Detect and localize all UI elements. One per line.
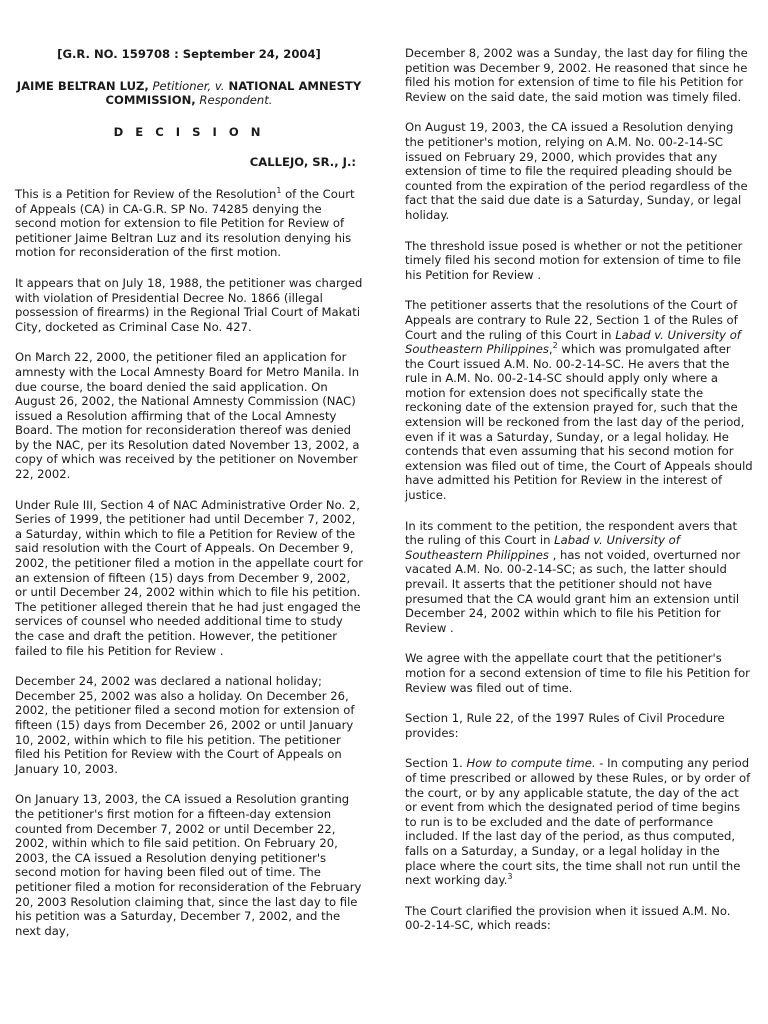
petitioner-name: JAIME BELTRAN LUZ,: [16, 78, 149, 93]
decision-heading: D E C I S I O N: [113, 124, 265, 139]
respondent-role: Respondent.: [195, 93, 273, 108]
paragraph: It appears that on July 18, 1988, the petitioner was charged with violation of Presidential Decree No. 1866 (illegal possession of firearms) in the Regional Trial Court of Makati City, docketed as Criminal Case No. 427.: [15, 275, 363, 334]
paragraph: December 8, 2002 was a Sunday, the last day for filing the petition was December 9, 2002. He reasoned that since he filed his motion for extension of time to file his Petition for Review on the said date, the said motion was timely filed.: [405, 46, 748, 104]
petitioner-role: Petitioner,: [148, 78, 215, 93]
paragraph: We agree with the appellate court that the petitioner's motion for a second extension of time to file his Petition for Review was filed out of time.: [405, 651, 750, 695]
quoted-provision: Section 1. How to compute time. - In computing any period of time prescribed or allowed by these Rules, or by order of the court, or by any applicable statute, the day of the act or event from which the designated period of time begins to run is to be excluded and the date of performance included. If the last day of the period, as thus computed, falls on a Saturday, a Sunday, or a legal holiday in the place where the court sits, the time shall not run until the next working day.$^3$: [405, 756, 751, 888]
paragraph: The Court clarified the provision when it issued A.M. No. 00-2-14-SC, which reads:: [405, 903, 731, 933]
paragraph: In its comment to the petition, the respondent avers that the ruling of this Court in Labad v. University of Southeastern Philippines , has not voided, overturned nor vacated A.M. No. 00-2-14-SC; as such, the latter should prevail. It asserts that the petitioner should not have presumed that the CA would grant him an extension until December 24, 2002 within which to file his Petition for Review .: [405, 518, 741, 635]
paragraph: On January 13, 2003, the CA issued a Resolution granting the petitioner's first motion for a fifteen-day extension counted from December 7, 2002 or until December 22, 2002, within which to file said petition. On February 20, 2003, the CA issued a Resolution denying petitioner's second motion for having been filed out of time. The petitioner filed a motion for reconsideration of the February 20, 2003 Resolution claiming that, since the last day to file his petition was a Saturday, December 7, 2002, and the next day,: [15, 792, 362, 938]
case-citation: Labad v. University of Southeastern Philippines: [405, 327, 741, 357]
respondent-name: NATIONAL AMNESTY COMMISSION,: [105, 78, 362, 108]
paragraph: The petitioner asserts that the resolutions of the Court of Appeals are contrary to Rule 22, Section 1 of the Rules of Court and the ruling of this Court in Labad v. University of Southeastern Philippines,$^2$ which was promulgated after the Court issued A.M. No. 00-2-14-SC. He avers that the rule in A.M. No. 00-2-14-SC should apply only where a motion for extension does not specifically state the reckoning date of the extension prayed for, such that the extension will be reckoned from the last day of the period, even if it was a Saturday, Sunday, or a legal holiday. He contends that even assuming that his second motion for extension was filed out of time, the Court of Appeals should have admitted his Petition for Review in the interest of justice.: [405, 298, 753, 503]
versus: v.: [214, 78, 225, 93]
case-number: [G.R. NO. 159708 : September 24, 2004]: [57, 47, 321, 61]
footnote-ref[interactable]: 2: [552, 341, 558, 351]
paragraph: Section 1, Rule 22, of the 1997 Rules of Civil Procedure provides:: [405, 711, 725, 740]
right-column: [405, 0, 753, 949]
case-parties: [15, 79, 363, 108]
ponente: CALLEJO, SR., J.:: [249, 155, 356, 170]
paragraph: The threshold issue posed is whether or not the petitioner timely filed his second motion for extension of time to file his Petition for Review .: [405, 238, 743, 282]
paragraph: On August 19, 2003, the CA issued a Resolution denying the petitioner's motion, relying on A.M. No. 00-2-14-SC issued on February 29, 2000, which provides that any extension of time to file the required pleading should be counted from the expiration of the period regardless of the fact that the said due date is a Saturday, Sunday, or legal holiday.: [405, 120, 748, 222]
paragraph: Under Rule III, Section 4 of NAC Administrative Order No. 2, Series of 1999, the petitioner had until December 7, 2002, a Saturday, within which to file a Petition for Review of the said resolution with the Court of Appeals. On December 9, 2002, the petitioner filed a motion in the appellate court for an extension of fifteen (15) days from December 9, 2002, or until December 24, 2002 within which to file his petition. The petitioner alleged therein that he had just engaged the services of counsel who needed additional time to study the case and draft the petition. However, the petitioner failed to file his Petition for Review .: [15, 497, 363, 658]
footnote-ref[interactable]: 3: [507, 872, 513, 882]
paragraph: On March 22, 2000, the petitioner filed an application for amnesty with the Local Amnesty Board for Metro Manila. In due course, the board denied the said application. On August 26, 2002, the National Amnesty Commission (NAC) issued a Resolution affirming that of the Local Amnesty Board. The motion for reconsideration thereof was denied by the NAC, per its Resolution dated November 13, 2002, a copy of which was received by the petitioner on November 22, 2002.: [15, 350, 360, 482]
provision-title: How to compute time.: [466, 756, 596, 771]
paragraph: This is a Petition for Review of the Resolution$^1$ of the Court of Appeals (CA) in CA-G.R. SP No. 74285 denying the second motion for extension to file Petition for Review of petitioner Jaime Beltran Luz and its resolution denying his motion for reconsideration of the first motion.: [15, 186, 355, 260]
footnote-ref[interactable]: 1: [276, 186, 282, 196]
case-citation: Labad v. University of Southeastern Philippines: [405, 533, 680, 562]
paragraph: December 24, 2002 was declared a national holiday; December 25, 2002 was also a holiday. On December 26, 2002, the petitioner filed a second motion for extension of fifteen (15) days from December 26, 2002 or until January 10, 2002, within which to file his petition. The petitioner filed his Petition for Review with the Court of Appeals on January 10, 2003.: [15, 674, 355, 776]
left-column: [15, 0, 363, 954]
